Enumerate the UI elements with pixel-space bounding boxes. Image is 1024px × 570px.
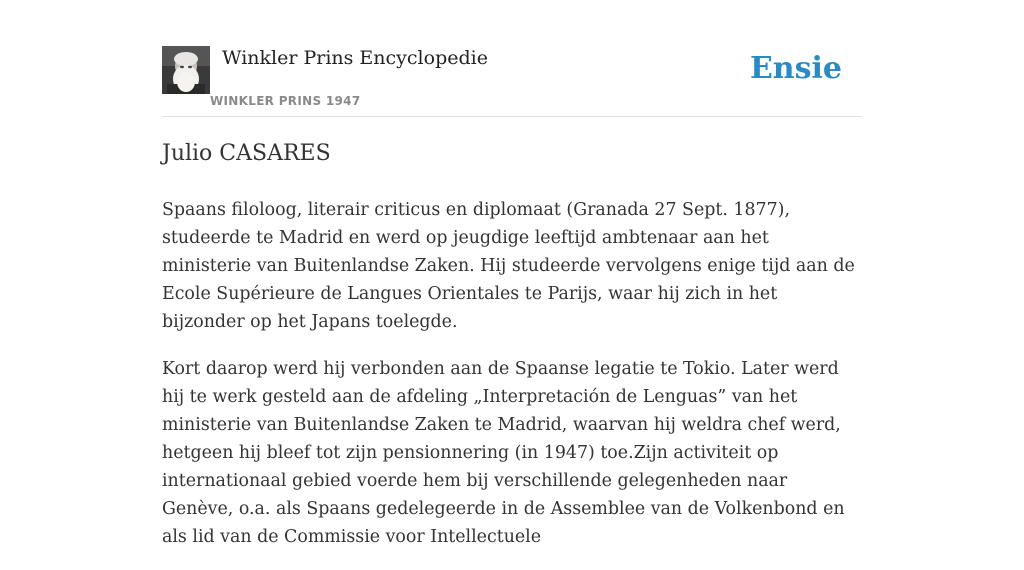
author-avatar <box>162 46 210 94</box>
site-header <box>162 46 862 117</box>
article-title: Julio CASARES <box>162 141 331 166</box>
bearded-man-portrait-icon <box>162 46 210 94</box>
brand-logo[interactable]: Ensie <box>749 51 842 86</box>
article <box>162 136 862 570</box>
site-title[interactable]: Winkler Prins Encyclopedie <box>222 47 488 69</box>
article-paragraph: Spaans filoloog, literair criticus en diplomaat (Granada 27 Sept. 1877), studeerde te Madrid en werd op jeugdige leeftijd ambtenaar aan het ministerie van Buitenlandse Zaken. Hij studeerde vervolgens enige tijd aan de Ecole Supérieure de Langues Orientales te Parijs, waar hij zich in het bijzonder op het Japans toelegde. <box>162 200 855 332</box>
article-paragraph: Kort daarop werd hij verbonden aan de Spaanse legatie te Tokio. Later werd hij te werk gesteld aan de afdeling „Interpretación de Lenguas” van het ministerie van Buitenlandse Zaken te Madrid, waarvan hij weldra chef werd, hetgeen hij bleef tot zijn pensionnering (in 1947) toe.Zijn activiteit op internationaal gebied voerde hem bij verschillende gelegenheden naar Genève, o.a. als Spaans gedelegeerde in de Assemblee van de Volkenbond en als lid van de Commissie voor Intellectuele <box>162 359 845 547</box>
source-label[interactable]: WINKLER PRINS 1947 <box>210 94 361 108</box>
